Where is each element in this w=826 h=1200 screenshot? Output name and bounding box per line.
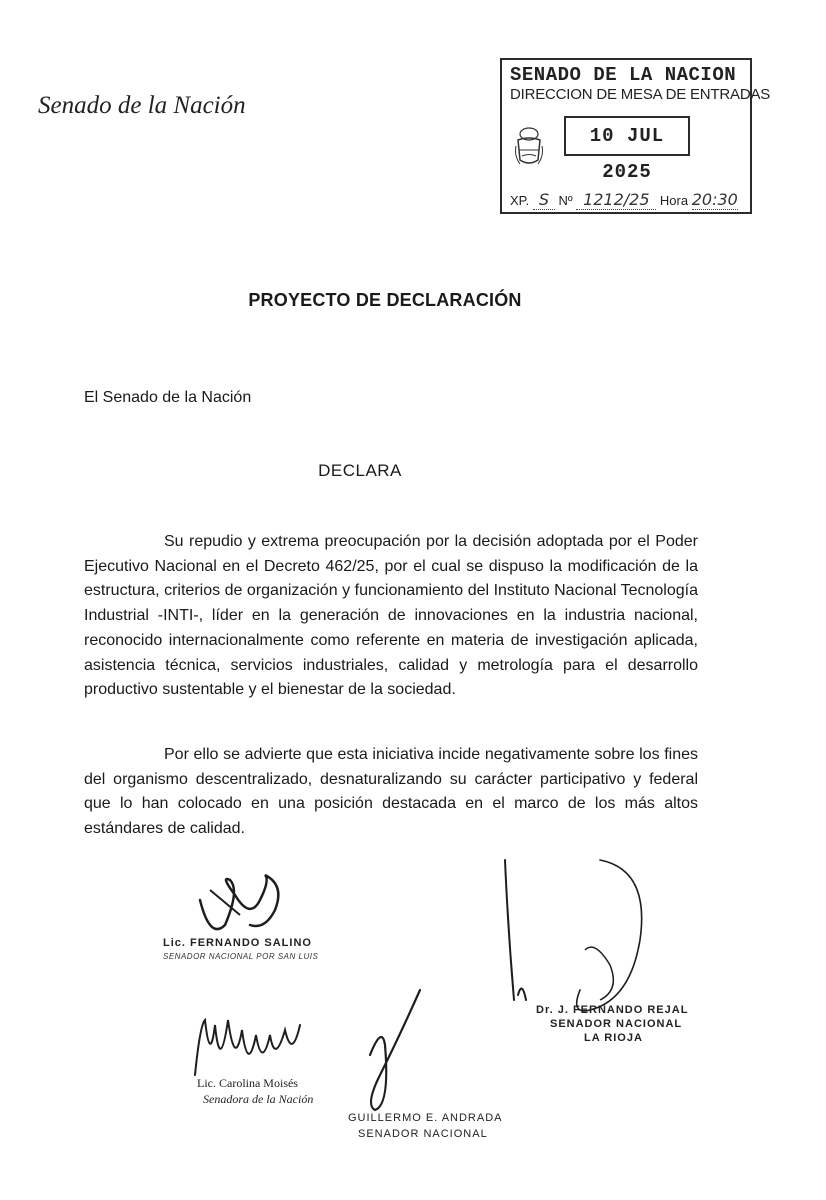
stamp-date: 10 JUL 2025 [564, 116, 690, 156]
stamp-file-row [510, 190, 738, 210]
signature-rejal [500, 850, 670, 1020]
declara-heading: DECLARA [318, 461, 402, 480]
signature-andrada [350, 985, 440, 1125]
document-title: PROYECTO DE DECLARACIÓN [248, 290, 522, 310]
signature-salino-name: Lic. FERNANDO SALINO [163, 937, 312, 949]
signature-andrada-name: GUILLERMO E. ANDRADA [348, 1112, 503, 1124]
stamp-hour-value: 20:30 [691, 190, 738, 209]
body-paragraph-2: Por ello se advierte que esta iniciativa incide negativamente sobre los fines del organismo descentralizado, desnaturalizando su carácter participativo y federal que lo han colocado en una posición destacada en el marco de los más altos estándares de calidad. [84, 746, 698, 838]
signature-moises-role: Senadora de la Nación [203, 1092, 314, 1106]
document-intro: El Senado de la Nación [84, 389, 252, 406]
signature-salino-role: SENADOR NACIONAL POR SAN LUIS [163, 952, 319, 961]
stamp-title: SENADO DE LA NACION [510, 64, 737, 86]
signature-moises-name: Lic. Carolina Moisés [197, 1076, 298, 1090]
signature-rejal-province: LA RIOJA [584, 1032, 643, 1044]
signature-rejal-role: SENADOR NACIONAL [550, 1018, 683, 1030]
stamp-exp-label: XP. [510, 193, 530, 208]
signature-andrada-role: SENADOR NACIONAL [358, 1128, 488, 1140]
reception-stamp [500, 58, 771, 214]
stamp-number-value: 1212/25 [576, 190, 656, 210]
signature-rejal-name: Dr. J. FERNANDO REJAL [536, 1004, 689, 1016]
stamp-number-label: Nº [558, 193, 573, 208]
body-paragraph-1: Su repudio y extrema preocupación por la decisión adoptada por el Poder Ejecutivo Nacional en el Decreto 462/25, por el cual se dispuso la modificación de la estructura, criterios de organización y funcionamiento del Instituto Nacional Tecnología Industrial -INTI-, líder en la generación de innovaciones en la industria nacional, reconocido internacionalmente como referente en materia de investigación aplicada, asistencia técnica, servicios industriales, calidad y metrología para el desarrollo productivo sustentable y el bienestar de la sociedad. [84, 533, 698, 699]
stamp-hour-label: Hora [659, 193, 689, 208]
stamp-exp-value: S [533, 190, 555, 210]
signature-moises [190, 1005, 310, 1085]
stamp-subtitle: DIRECCION DE MESA DE ENTRADAS [510, 86, 771, 103]
letterhead: Senado de la Nación [38, 92, 246, 119]
coat-of-arms-icon [514, 126, 544, 168]
